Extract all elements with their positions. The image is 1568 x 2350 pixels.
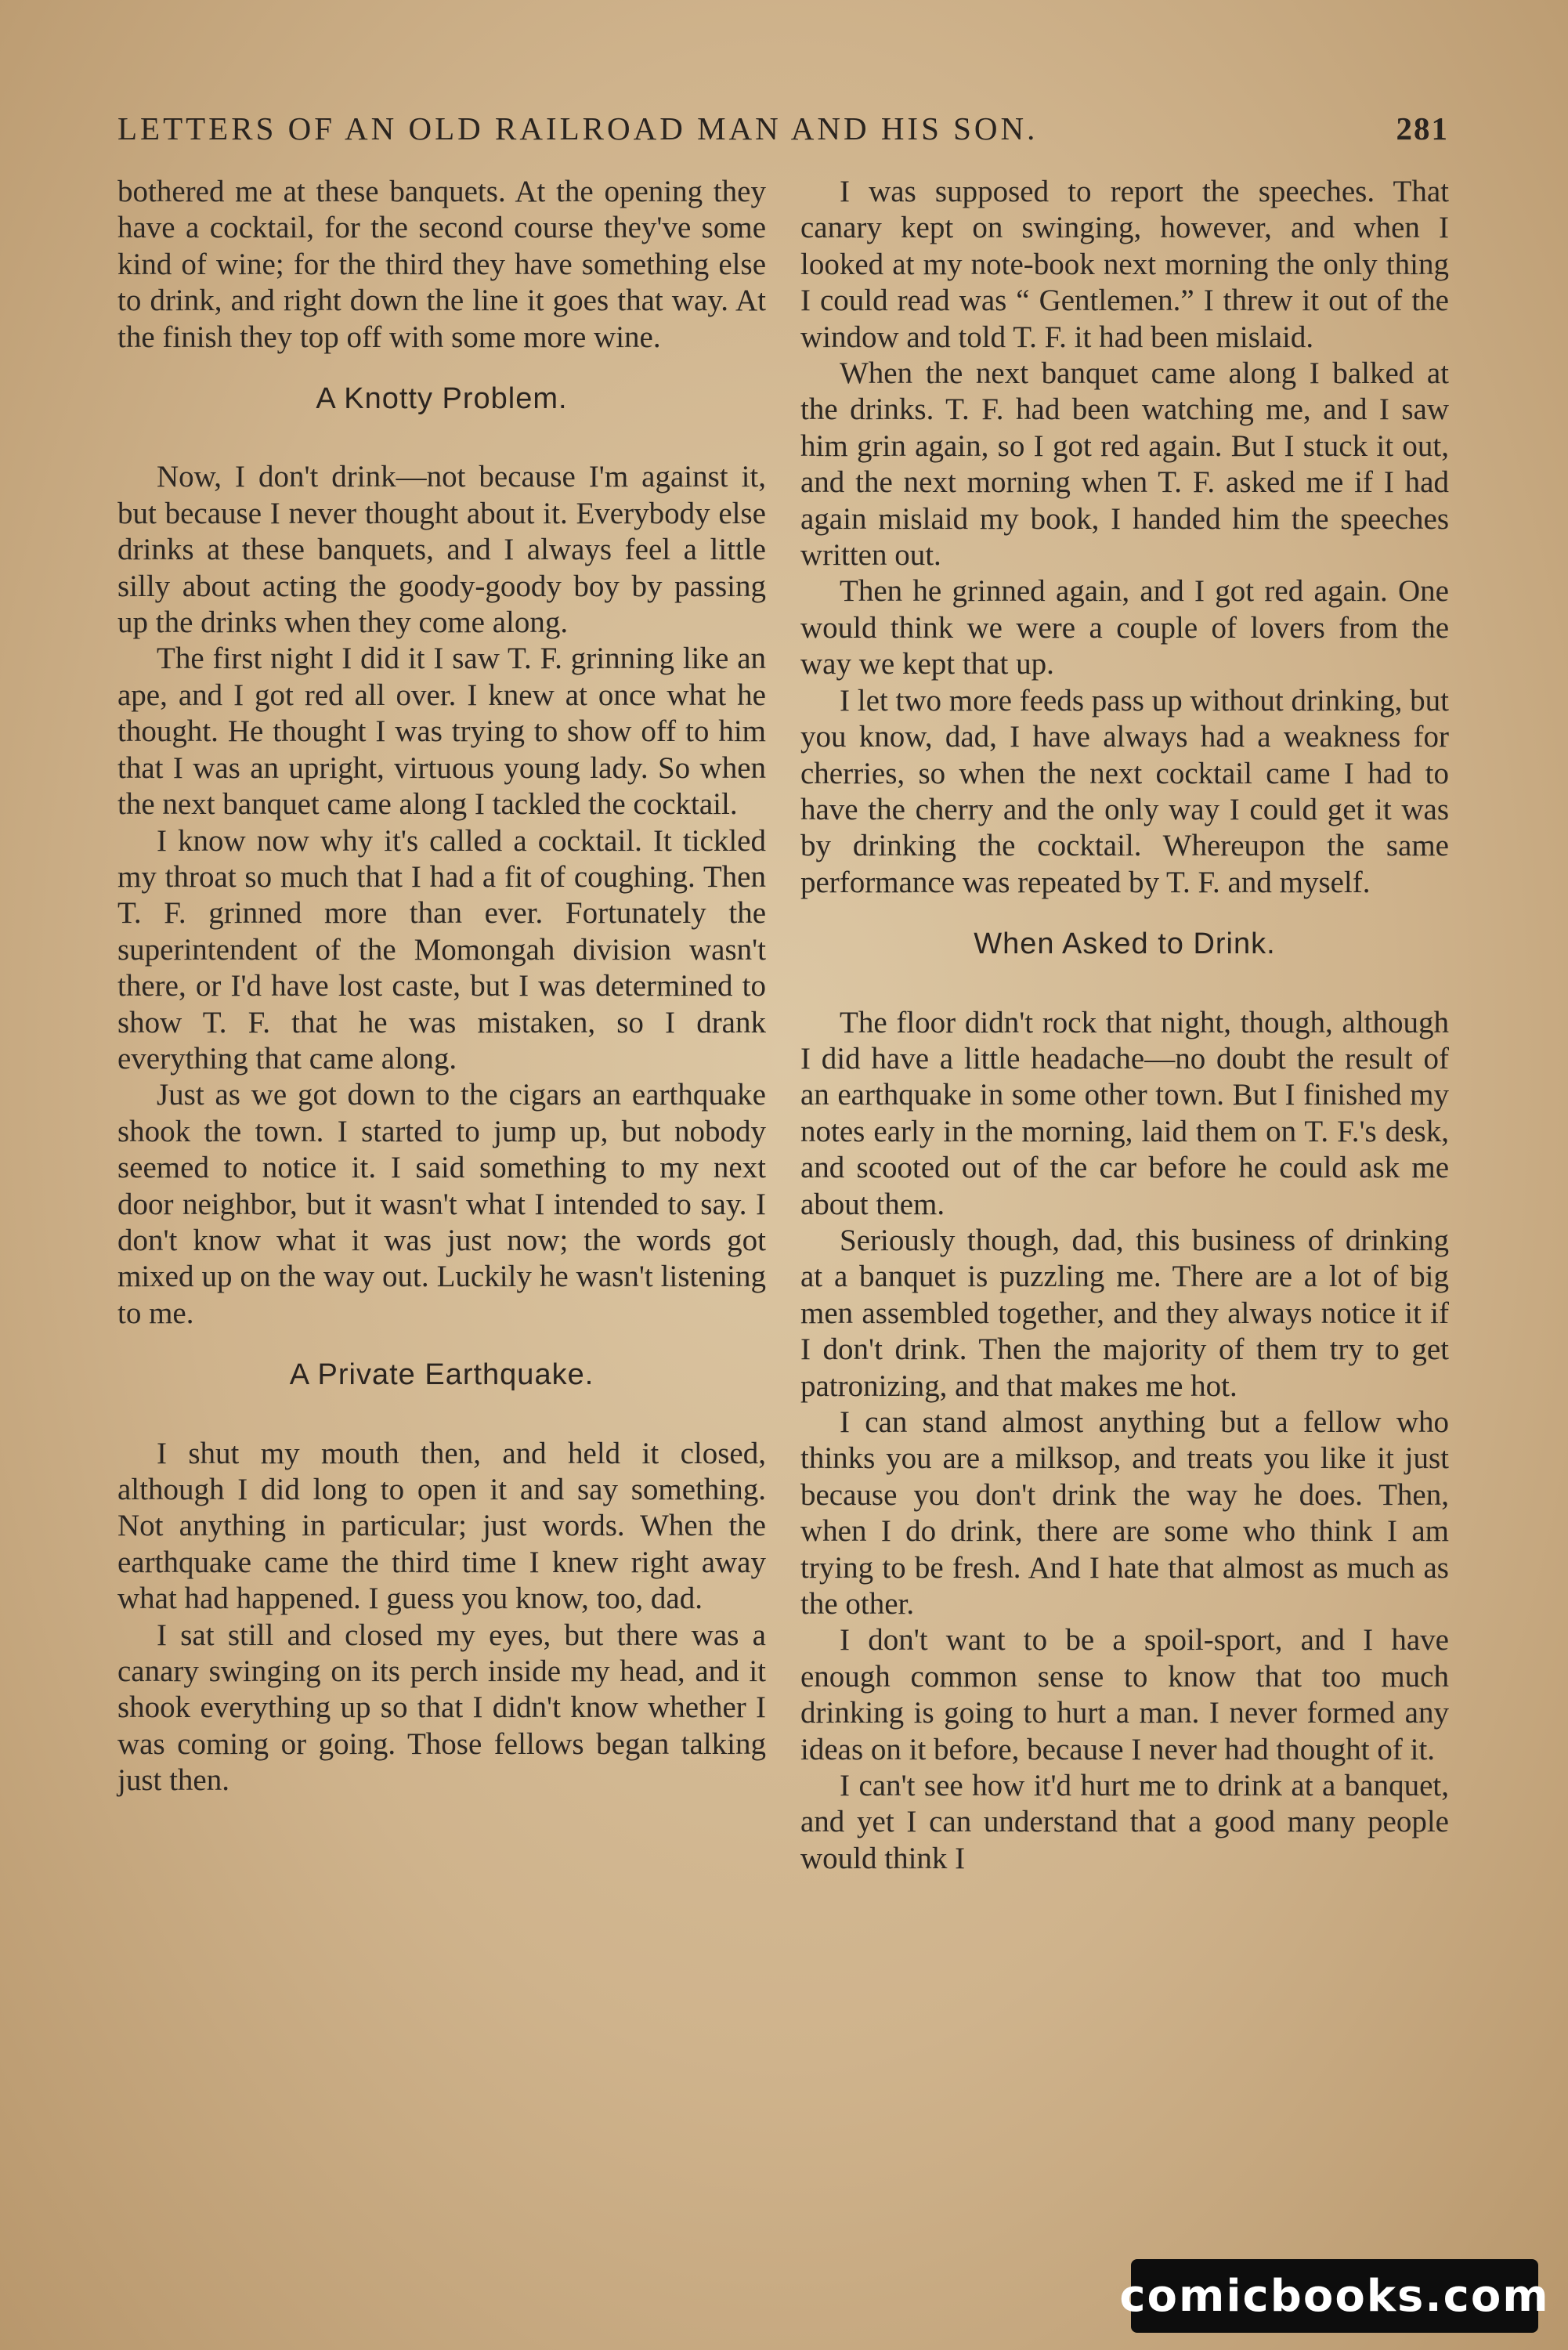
paragraph: Just as we got down to the cigars an earthquake shook the town. I started to jump up, but nobody seemed to notice it. I said something to my next door neighbor, but it wasn't what I intended to say. I don't know what it was just now; the words got mixed up on the way out. Luckily he wasn't listening to me. xyxy=(117,1078,766,1330)
section-heading: A Private Earthquake. xyxy=(289,1358,594,1392)
paragraph: I shut my mouth then, and held it closed, although I did long to open it and say something. Not anything in particular; just words. When the earthquake came the third time I knew right away what had happened. I guess you know, too, dad. xyxy=(117,1436,766,1616)
watermark-badge xyxy=(1119,2259,1550,2333)
paragraph: The floor didn't rock that night, though, although I did have a little headache—no doubt the result of an earthquake in some other town. But I finished my notes early in the morning, laid them on T. F.'s desk, and scooted out of the car before he could ask me about them. xyxy=(800,1005,1449,1221)
running-header xyxy=(117,110,1449,147)
paragraph: I sat still and closed my eyes, but there was a canary swinging on its perch inside my head, and it shook everything up so that I didn't know whether I was coming or going. Those fellows began talking just then. xyxy=(117,1618,766,1798)
paragraph: I can't see how it'd hurt me to drink at a banquet, and yet I can understand that a good many people would think I xyxy=(800,1769,1449,1875)
paragraph: Seriously though, dad, this business of drinking at a banquet is puzzling me. There are a lot of big men assembled together, and they always notice it if I don't drink. Then the majority of them try to get patronizing, and that makes me hot. xyxy=(800,1223,1449,1403)
paragraph: I don't want to be a spoil-sport, and I have enough common sense to know that too much drinking is going to hurt a man. I never formed any ideas on it before, because I never had thought of it. xyxy=(800,1623,1449,1766)
paragraph: The first night I did it I saw T. F. grinning like an ape, and I got red all over. I knew at once what he thought. He thought I was trying to show off to him that I was an upright, virtuous young lady. So when the next banquet came along I tackled the cocktail. xyxy=(117,642,766,822)
paragraph: I was supposed to report the speeches. That canary kept on swinging, however, and when I looked at my note-book next morning the only thing I could read was “ Gentlemen.” I threw it out of the window and told T. F. it had been mislaid. xyxy=(800,175,1449,354)
right-column xyxy=(800,174,1449,1877)
section-heading: When Asked to Drink. xyxy=(974,927,1276,961)
paragraph: Now, I don't drink—not because I'm against it, but because I never thought about it. Everybody else drinks at these banquets, and I always feel a little silly about acting the goody-goody boy by passing up the drinks when they come along. xyxy=(117,460,766,640)
watermark-text: comicbooks.com xyxy=(1119,2270,1550,2322)
paragraph: I can stand almost anything but a fellow who thinks you are a milksop, and treats you like it just because you don't drink the way he does. Then, when I do drink, there are some who think I am trying to be fresh. And I hate that almost as much as the other. xyxy=(800,1405,1449,1622)
running-title: LETTERS OF AN OLD RAILROAD MAN AND HIS SON. xyxy=(117,110,1039,146)
paragraph: When the next banquet came along I balked at the drinks. T. F. had been watching me, and I saw him grin again, so I got red again. But I stuck it out, and the next morning when T. F. asked me if I had again mislaid my book, I handed him the speeches written out. xyxy=(800,356,1449,573)
paragraph: Then he grinned again, and I got red again. One would think we were a couple of lovers from the way we kept that up. xyxy=(800,574,1449,682)
left-column xyxy=(117,174,766,1799)
section-heading: A Knotty Problem. xyxy=(316,382,568,416)
page-number: 281 xyxy=(1396,110,1449,146)
paragraph: I let two more feeds pass up without drinking, but you know, dad, I have always had a weakness for cherries, so when the next cocktail came I had to have the cherry and the only way I could get it was by drinking the cocktail. Whereupon the same performance was repeated by T. F. and myself. xyxy=(800,683,1449,899)
paragraph: bothered me at these banquets. At the opening they have a cocktail, for the second course they've some kind of wine; for the third they have something else to drink, and right down the line it goes that way. At the finish they top off with some more wine. xyxy=(117,175,766,354)
paragraph: I know now why it's called a cocktail. It tickled my throat so much that I had a fit of coughing. Then T. F. grinned more than ever. Fortunately the superintendent of the Momongah division wasn't there, or I'd have lost caste, but I was determined to show T. F. that he was mistaken, so I drank everything that came along. xyxy=(117,823,766,1076)
